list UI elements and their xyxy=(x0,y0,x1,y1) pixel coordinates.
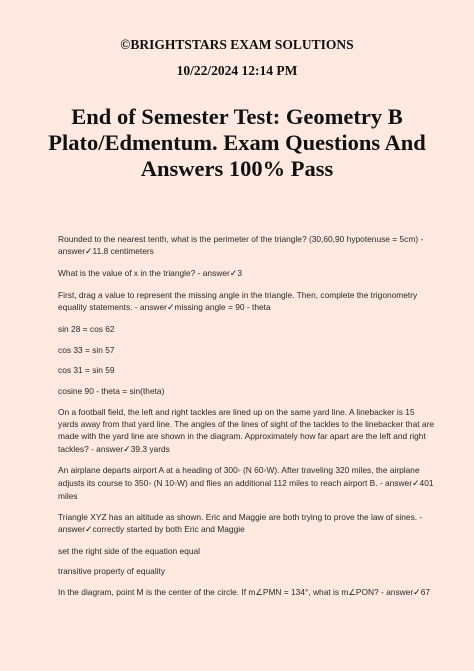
checkmark-icon: ✓ xyxy=(166,303,175,313)
question-text: What is the value of x in the triangle? - answer xyxy=(58,268,230,278)
checkmark-icon: ✓ xyxy=(123,444,131,455)
answer-line: cos 33 = sin 57 xyxy=(58,344,115,355)
brand-header: ©BRIGHTSTARS EXAM SOLUTIONS xyxy=(120,37,354,52)
question-item xyxy=(58,511,434,536)
question-item xyxy=(58,406,434,456)
answer-line: cosine 90 - theta = sin(theta) xyxy=(58,386,165,397)
question-text: First, drag a value to represent the missing angle in the triangle. Then, complete the trigonometry equality statements. - answer xyxy=(58,289,418,312)
question-text: In the diagram, point M is the center of the circle. If m∠PMN = 134°, what is m∠PON? - answer xyxy=(58,587,414,598)
answer-text: 67 xyxy=(420,587,431,598)
question-text: Triangle XYZ has an altitude as shown. Eric and Maggie are both trying to prove the law of sines. - answer xyxy=(58,511,423,534)
answer-text: 3 xyxy=(237,268,242,278)
question-text: Rounded to the nearest tenth, what is the perimeter of the triangle? (30,60,90 hypotenuse = 5cm) - answer xyxy=(58,234,424,257)
checkmark-icon: ✓ xyxy=(413,588,421,599)
checkmark-icon: ✓ xyxy=(85,247,93,258)
title-line-2: Plato/Edmentum. Exam Questions And xyxy=(48,130,426,155)
document-datetime: 10/22/2024 12:14 PM xyxy=(176,63,298,78)
question-text: An airplane departs airport A at a heading of 300◦ (N 60◦W). After traveling 320 miles, the airplane adjusts its course to 350◦ (N 10◦W) and flies an additional 112 miles to reach airport B. - answer xyxy=(58,465,420,488)
checkmark-icon: ✓ xyxy=(85,524,93,535)
answer-text: 39.3 yards xyxy=(130,443,170,454)
title-line-1: End of Semester Test: Geometry B xyxy=(71,104,403,129)
question-item xyxy=(58,464,434,502)
question-item xyxy=(58,289,434,314)
answer-text: 401 miles xyxy=(58,477,434,501)
question-item xyxy=(58,586,434,599)
question-item xyxy=(58,233,434,258)
question-item xyxy=(58,267,434,280)
answer-line: set the right side of the equation equal xyxy=(58,545,201,556)
answer-text: correctly started by both Eric and Maggie xyxy=(92,523,245,534)
answer-text: 11.8 centimeters xyxy=(92,246,154,257)
checkmark-icon: ✓ xyxy=(229,269,238,279)
question-text: On a football field, the left and right tackles are lined up on the same yard line. A linebacker is 15 yards away from that yard line. The angles of the lines of sight of the tackles to the linebacker that are made with the yard line are shown in the diagram. Approximately how far apart are the left and right tackles? - answer xyxy=(58,406,434,454)
answer-line: cos 31 = sin 59 xyxy=(58,365,115,376)
answer-line: sin 28 = cos 62 xyxy=(58,323,115,334)
answer-line: transitive property of equality xyxy=(58,566,166,577)
question-list xyxy=(58,233,434,608)
checkmark-icon: ✓ xyxy=(411,478,420,489)
title-line-3: Answers 100% Pass xyxy=(140,156,334,181)
page-title xyxy=(20,104,454,182)
answer-text: missing angle = 90 - theta xyxy=(174,302,271,312)
